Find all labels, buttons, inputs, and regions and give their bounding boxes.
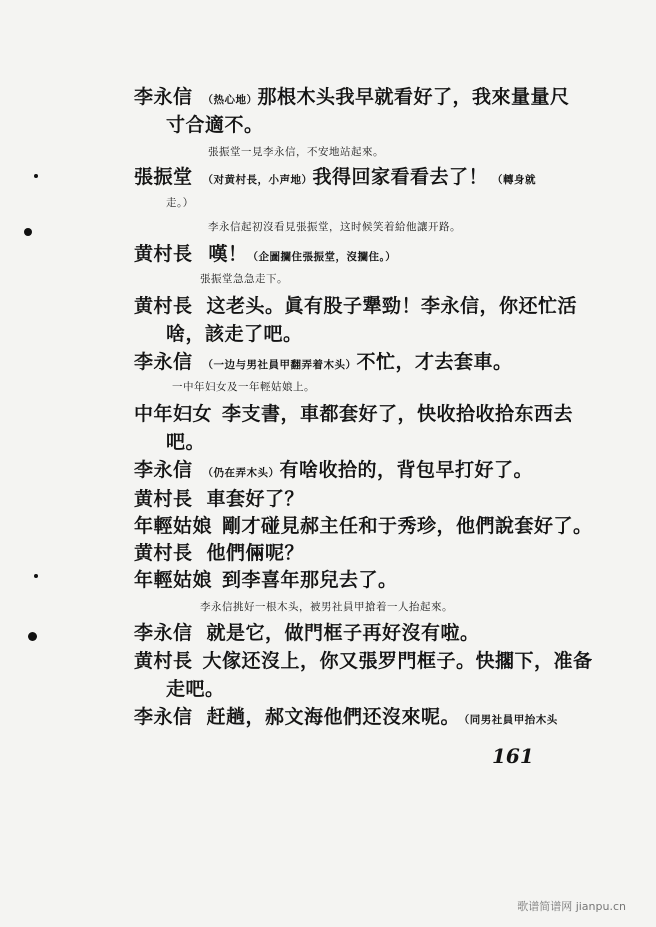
stage-direction-text: 走。） (166, 197, 194, 209)
stage-direction-inline: （轉身就 (492, 174, 537, 186)
dialogue-text: 寸合適不。 (166, 114, 264, 136)
dialogue-text: 我得回家看看去了！ (312, 166, 489, 188)
scan-speck (34, 574, 38, 578)
stage-direction-text: 張振堂急急走下。 (200, 273, 288, 285)
dialogue-text: 就是它，做門框子再好沒有啦。 (206, 622, 480, 644)
stage-direction-inline: （一边与男社員甲翻弄着木头） (202, 359, 357, 371)
dialogue-line (134, 487, 304, 511)
dialogue-text: 剛才碰見郝主任和于秀珍，他們說套好了。 (222, 515, 593, 537)
stage-direction-inline: （同男社員甲抬木头 (464, 714, 558, 726)
dialogue-line (134, 165, 536, 192)
scan-speck (24, 228, 32, 236)
stage-direction (200, 272, 288, 286)
stage-direction-text: 李永信起初沒看見張振堂，这时候笑着給他讓开路。 (208, 221, 461, 233)
speaker-name: 年輕姑娘 (134, 569, 213, 591)
speaker-name: 李永信 (134, 351, 193, 373)
dialogue-text: 吧。 (166, 431, 206, 453)
dialogue-text: 那根木头我早就看好了，我來量量尺 (257, 86, 570, 108)
stage-direction-inline: （仍在弄木头） (202, 467, 280, 479)
stage-direction-text: 張振堂一見李永信，不安地站起來。 (208, 146, 384, 158)
dialogue-line (134, 541, 304, 565)
speaker-name: 中年妇女 (134, 403, 213, 425)
stage-direction-inline: （对黄村長，小声地） (202, 174, 313, 186)
dialogue-text: 这老头。眞有股子犟勁！李永信，你还忙活 (206, 295, 578, 317)
dialogue-text: 嘆！ (208, 243, 248, 265)
dialogue-line (134, 568, 398, 592)
dialogue-text: 李支書，車都套好了，快收拾收拾东西去 (222, 403, 574, 425)
dialogue-line (134, 85, 570, 112)
stage-direction (208, 220, 461, 234)
dialogue-line (134, 242, 396, 269)
stage-direction (208, 145, 384, 159)
dialogue-text: 車套好了？ (206, 488, 305, 510)
stage-direction-continuation (166, 196, 194, 210)
stage-direction-text: 一中年妇女及一年輕姑娘上。 (172, 381, 315, 393)
dialogue-line (134, 649, 593, 673)
watermark: 歌谱简谱网 jianpu.cn (517, 900, 626, 913)
scan-speck (34, 174, 38, 178)
speaker-name: 年輕姑娘 (134, 515, 213, 537)
dialogue-line (134, 514, 593, 538)
stage-direction-text: 李永信挑好一根木头，被男社員甲搶着一人抬起來。 (200, 601, 453, 613)
dialogue-text: 大傢还沒上，你又張罗門框子。快擱下，准备 (202, 650, 593, 672)
scan-speck (28, 632, 37, 641)
dialogue-continuation (166, 430, 205, 454)
stage-direction-inline: （热心地） (202, 94, 258, 106)
speaker-name: 李永信 (134, 86, 193, 108)
speaker-name: 黄村長 (134, 488, 193, 510)
speaker-name: 李永信 (134, 459, 193, 481)
dialogue-line (134, 350, 513, 377)
dialogue-text: 不忙，才去套車。 (356, 351, 513, 373)
dialogue-text: 走吧。 (166, 678, 225, 700)
speaker-name: 李永信 (134, 622, 193, 644)
stage-direction (172, 380, 315, 394)
dialogue-continuation (166, 322, 303, 346)
stage-direction-inline: （企圖攔住張振堂，沒攔住。） (247, 251, 397, 263)
dialogue-text: 有啥收拾的，背包早打好了。 (279, 459, 534, 481)
dialogue-line (134, 458, 533, 485)
dialogue-text: 啥，該走了吧。 (166, 323, 303, 345)
speaker-name: 黄村長 (134, 650, 193, 672)
dialogue-line (134, 294, 577, 318)
speaker-name: 張振堂 (134, 166, 193, 188)
stage-direction (200, 600, 453, 614)
speaker-name: 李永信 (134, 706, 193, 728)
dialogue-line (134, 705, 558, 732)
dialogue-text: 到李喜年那兒去了。 (222, 569, 398, 591)
dialogue-text: 他們倆呢？ (206, 542, 305, 564)
page-number: 161 (492, 744, 534, 768)
speaker-name: 黄村長 (134, 243, 193, 265)
dialogue-continuation (166, 113, 264, 137)
dialogue-continuation (166, 677, 225, 701)
dialogue-line (134, 621, 480, 645)
speaker-name: 黄村長 (134, 542, 193, 564)
speaker-name: 黄村長 (134, 295, 193, 317)
dialogue-text: 赶趟，郝文海他們还沒來呢。 (206, 706, 461, 728)
dialogue-line (134, 402, 573, 426)
